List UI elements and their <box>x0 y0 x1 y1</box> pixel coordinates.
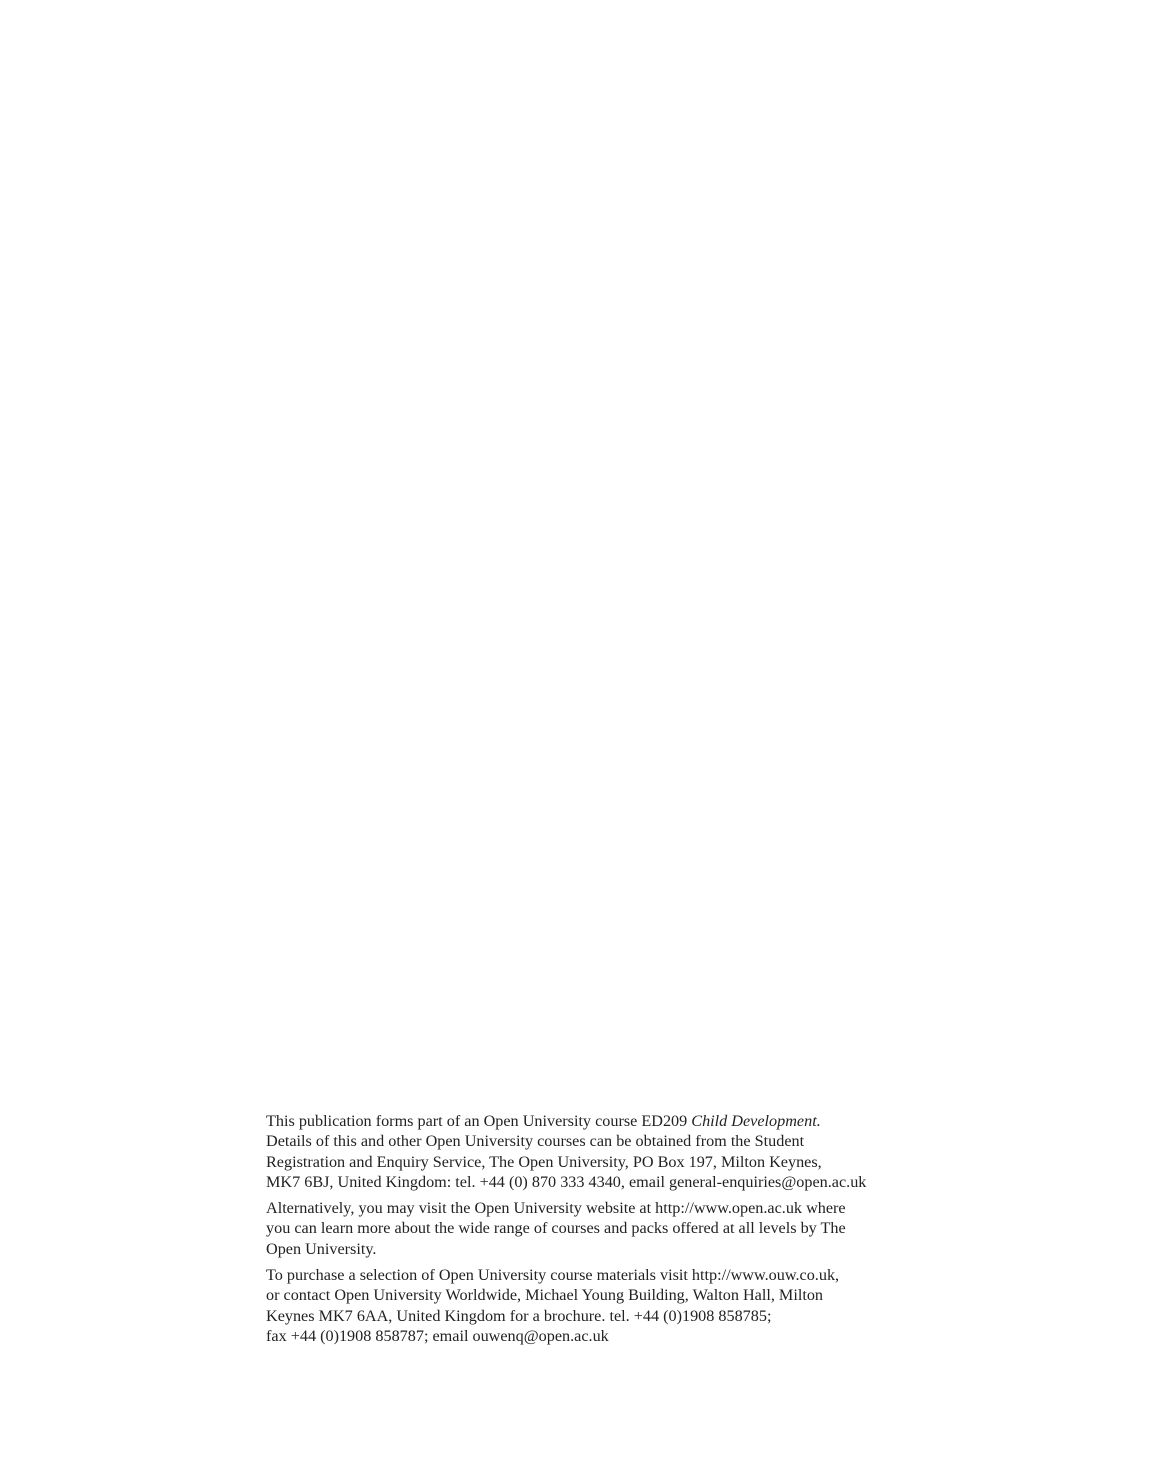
course-title: Child Development. <box>691 1112 821 1130</box>
website-line-2: you can learn more about the wide range of courses and packs offered at all levels by The <box>266 1219 846 1238</box>
publication-imprint <box>266 1111 966 1352</box>
website-paragraph <box>266 1198 966 1259</box>
course-info-line-1 <box>266 1111 966 1131</box>
course-info-text: This publication forms part of an Open University course ED209 <box>266 1112 692 1130</box>
purchase-line-1: To purchase a selection of Open University course materials visit http://www.ouw.co.uk, <box>266 1266 840 1285</box>
website-line-1: Alternatively, you may visit the Open University website at http://www.open.ac.uk where <box>266 1199 846 1218</box>
course-info-line-2: Details of this and other Open University courses can be obtained from the Student <box>266 1132 805 1151</box>
course-info-paragraph <box>266 1111 966 1192</box>
purchase-line-4: fax +44 (0)1908 858787; email ouwenq@open.ac.uk <box>266 1326 609 1345</box>
purchase-paragraph <box>266 1265 966 1346</box>
website-line-3: Open University. <box>266 1239 377 1258</box>
purchase-line-3: Keynes MK7 6AA, United Kingdom for a brochure. tel. +44 (0)1908 858785; <box>266 1306 772 1325</box>
course-info-line-4: MK7 6BJ, United Kingdom: tel. +44 (0) 870 333 4340, email general-enquiries@open.ac.uk <box>266 1172 867 1191</box>
course-info-line-3: Registration and Enquiry Service, The Open University, PO Box 197, Milton Keynes, <box>266 1152 822 1171</box>
purchase-line-2: or contact Open University Worldwide, Michael Young Building, Walton Hall, Milton <box>266 1286 824 1305</box>
